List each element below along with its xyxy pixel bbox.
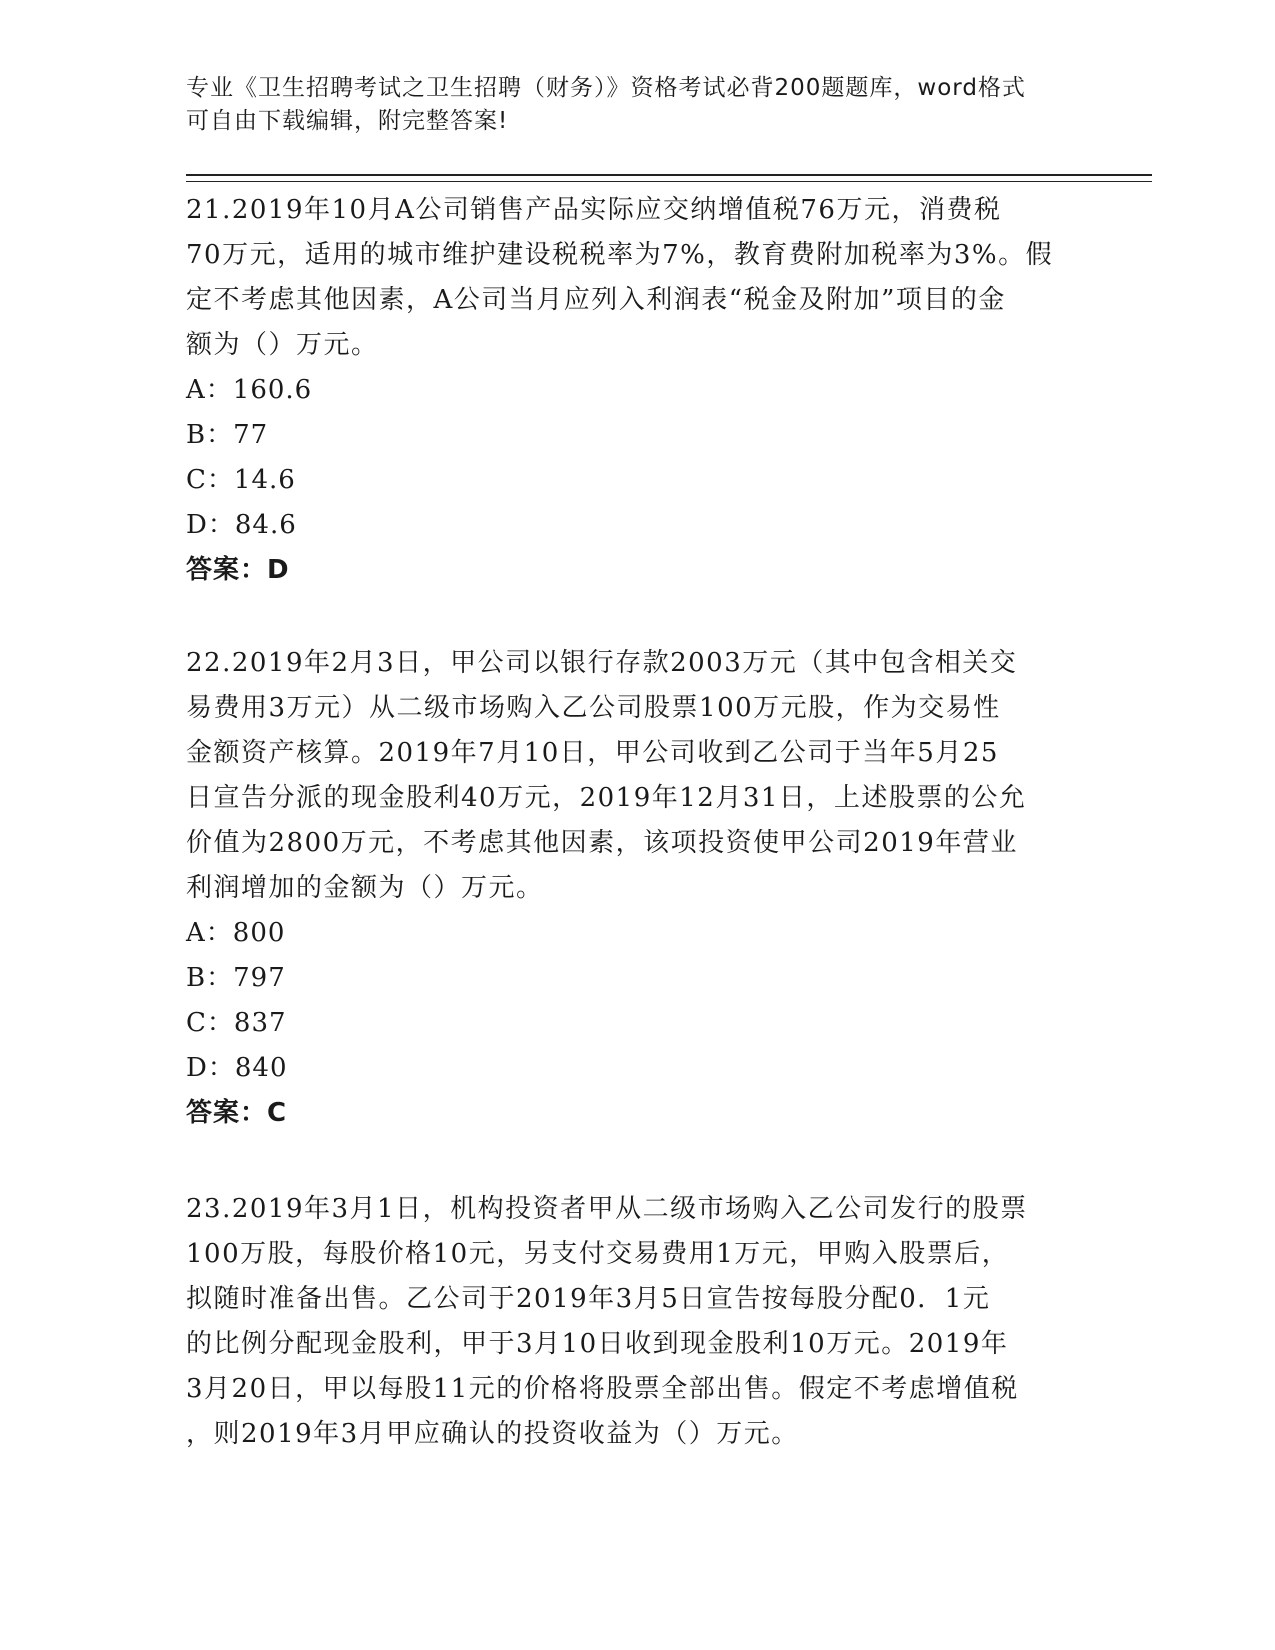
question-stem-line: 易费用3万元）从二级市场购入乙公司股票100万元股，作为交易性 xyxy=(186,693,1001,723)
option-key: B： xyxy=(186,420,234,450)
option-value: 800 xyxy=(232,918,286,948)
question-stem-line: 价值为2800万元，不考虑其他因素，该项投资使甲公司2019年营业 xyxy=(186,828,1018,858)
option-a xyxy=(186,368,1086,413)
option-key: A： xyxy=(186,375,233,405)
question-stem-line: 日宣告分派的现金股利40万元，2019年12月31日，上述股票的公允 xyxy=(186,783,1027,813)
option-key: A： xyxy=(186,918,233,948)
question-stem-line: 金额资产核算。2019年7月10日，甲公司收到乙公司于当年5月25 xyxy=(186,738,999,768)
question-stem-line: 23.2019年3月1日，机构投资者甲从二级市场购入乙公司发行的股票 xyxy=(186,1194,1028,1224)
option-value: 77 xyxy=(233,420,269,450)
option-key: C： xyxy=(186,1008,234,1038)
option-key: C： xyxy=(186,465,234,495)
header-line-2: 可自由下载编辑，附完整答案! xyxy=(186,108,509,134)
option-a xyxy=(186,911,1086,956)
header-divider-thin xyxy=(186,181,1152,182)
option-value: 14.6 xyxy=(233,465,296,495)
question-stem-line: 21.2019年10月A公司销售产品实际应交纳增值税76万元，消费税 xyxy=(186,195,1002,225)
question-stem-line: ，则2019年3月甲应确认的投资收益为（）万元。 xyxy=(186,1419,799,1449)
question-stem-line: 定不考虑其他因素，A公司当月应列入利润表“税金及附加”项目的金 xyxy=(186,285,1006,315)
question-21 xyxy=(186,188,1086,593)
question-stem-line: 70万元，适用的城市维护建设税税率为7%，教育费附加税率为3%。假 xyxy=(186,240,1054,270)
document-header xyxy=(186,72,1086,138)
option-c xyxy=(186,1001,1086,1046)
question-stem-line: 额为（）万元。 xyxy=(186,330,379,360)
option-key: D： xyxy=(186,510,235,540)
option-key: B： xyxy=(186,963,234,993)
answer-line: 答案：C xyxy=(186,1098,288,1128)
option-value: 837 xyxy=(233,1008,287,1038)
option-value: 160.6 xyxy=(232,375,313,405)
option-value: 84.6 xyxy=(234,510,297,540)
question-stem-line: 22.2019年2月3日，甲公司以银行存款2003万元（其中包含相关交 xyxy=(186,648,1018,678)
header-line-1: 专业《卫生招聘考试之卫生招聘（财务）》资格考试必背200题题库，word格式 xyxy=(186,75,1026,101)
question-stem-line: 的比例分配现金股利，甲于3月10日收到现金股利10万元。2019年 xyxy=(186,1329,1009,1359)
question-stem-line: 100万股，每股价格10元，另支付交易费用1万元，甲购入股票后， xyxy=(186,1239,1010,1269)
question-stem-line: 利润增加的金额为（）万元。 xyxy=(186,873,544,903)
answer-line: 答案：D xyxy=(186,555,290,585)
option-value: 840 xyxy=(234,1053,288,1083)
option-d xyxy=(186,503,1086,548)
option-c xyxy=(186,458,1086,503)
option-b xyxy=(186,413,1086,458)
option-d xyxy=(186,1046,1086,1091)
question-22 xyxy=(186,641,1086,1136)
option-b xyxy=(186,956,1086,1001)
option-value: 797 xyxy=(233,963,286,993)
question-stem-line: 3月20日，甲以每股11元的价格将股票全部出售。假定不考虑增值税 xyxy=(186,1374,1019,1404)
question-23 xyxy=(186,1187,1086,1457)
question-stem-line: 拟随时准备出售。乙公司于2019年3月5日宣告按每股分配0．1元 xyxy=(186,1284,991,1314)
option-key: D： xyxy=(186,1053,235,1083)
header-divider-thick xyxy=(186,174,1152,176)
